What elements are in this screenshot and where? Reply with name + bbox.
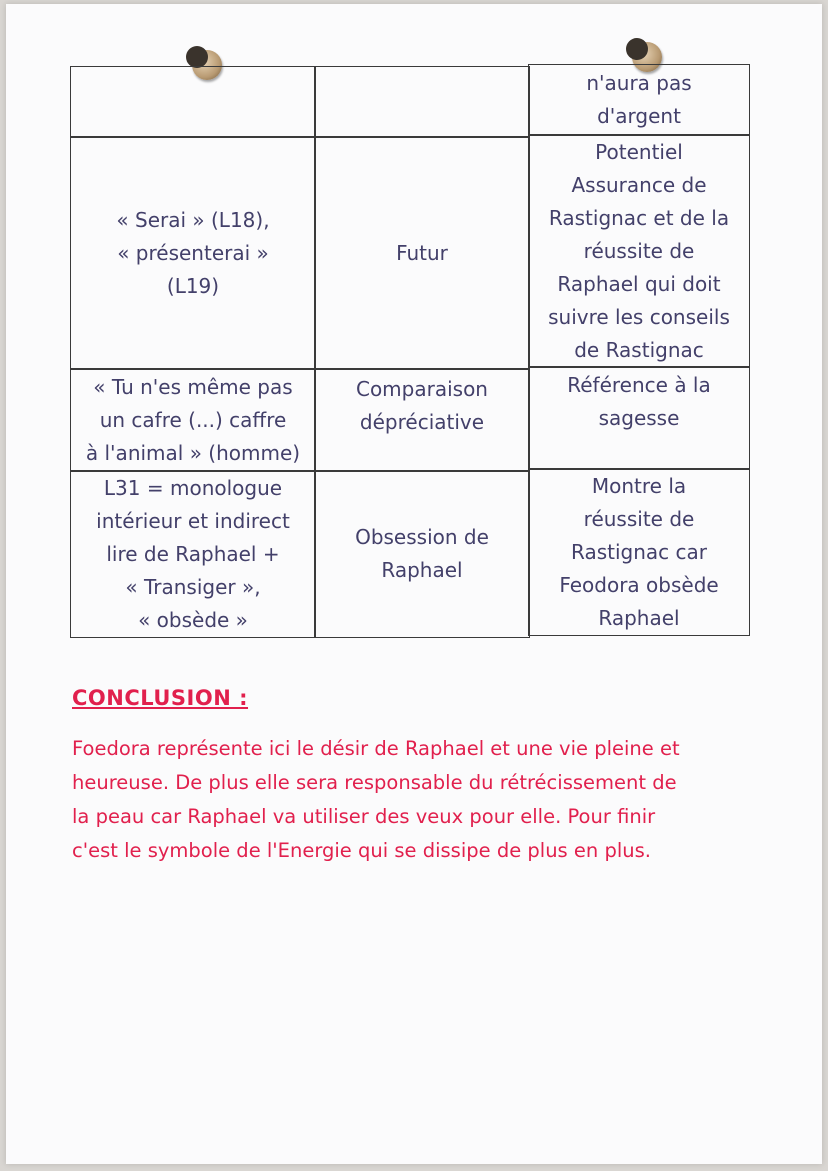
table-cell: Comparaison dépréciative — [314, 368, 530, 472]
table-cell: « Serai » (L18), « présenterai » (L19) — [70, 136, 316, 370]
table-cell: Référence à la sagesse — [528, 366, 750, 470]
table-cell — [314, 66, 530, 138]
conclusion-paragraph: Foedora représente ici le désir de Raphael et une vie pleine et heureuse. De plus elle sera responsable du rétrécissement de la peau car Raphael va utiliser des veux pour elle. Pour finir c'est le symbole de l'Energie qui se dissipe de plus en plus. — [72, 737, 680, 862]
table-cell: « Tu n'es même pas un cafre (...) caffre à l'animal » (homme) — [70, 368, 316, 472]
table-cell: Montre la réussite de Rastignac car Feodora obsède Raphael — [528, 468, 750, 636]
table-cell — [70, 66, 316, 138]
table-cell: n'aura pas d'argent — [528, 64, 750, 136]
table-cell: L31 = monologue intérieur et indirect lire de Raphael + « Transiger », « obsède » — [70, 470, 316, 638]
table-cell: Potentiel Assurance de Rastignac et de la réussite de Raphael qui doit suivre les conseils de Rastignac — [528, 134, 750, 368]
conclusion-heading: CONCLUSION : — [72, 686, 249, 710]
table-cell: Obsession de Raphael — [314, 470, 530, 638]
table-cell: Futur — [314, 136, 530, 370]
paper-sheet — [6, 4, 822, 1164]
